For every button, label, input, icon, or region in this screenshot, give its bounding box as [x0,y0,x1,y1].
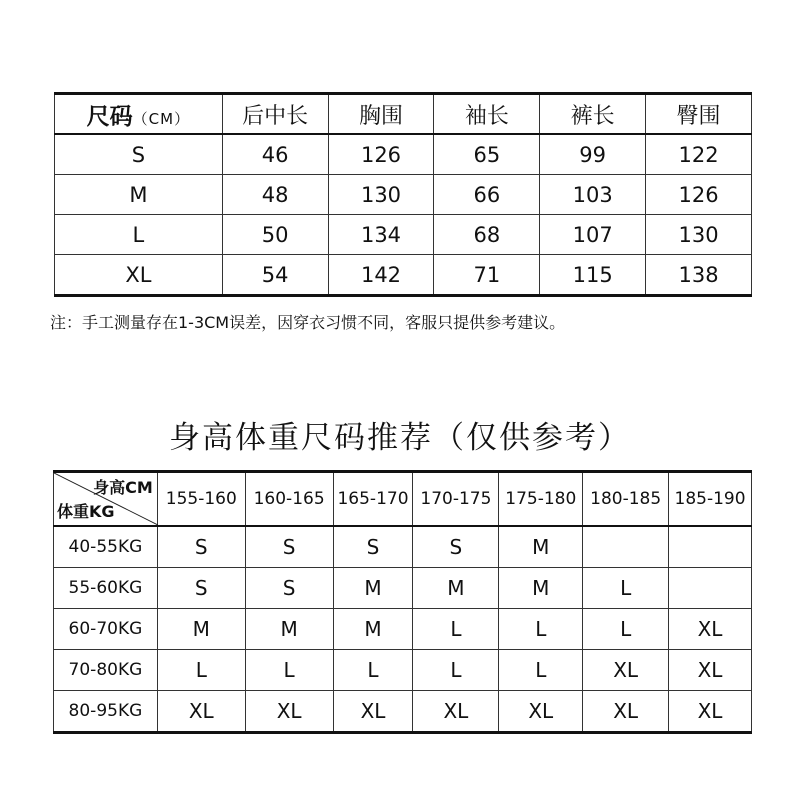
table-row [54,691,752,733]
size-cell: M [333,568,413,609]
table-cell: 48 [222,175,328,215]
corner-header-cell [54,472,158,527]
size-recommendation-table [53,470,752,734]
size-cell: S [157,568,245,609]
table-cell: 54 [222,255,328,296]
size-cell: M [413,568,499,609]
height-axis-label: 身高CM [93,478,153,497]
weight-axis-label: 体重KG [57,502,115,521]
size-cell [583,526,669,568]
table-row [55,134,752,175]
size-cell: XL [669,609,752,650]
column-header: 裤长 [540,94,646,135]
table-cell: 126 [328,134,434,175]
table-cell: 130 [328,175,434,215]
size-cell: XL [669,691,752,733]
table-cell: 68 [434,215,540,255]
table-cell: 99 [540,134,646,175]
size-cell [669,526,752,568]
table-cell: 71 [434,255,540,296]
size-cell: XL [413,691,499,733]
height-header: 175-180 [499,472,583,527]
recommendation-title: 身高体重尺码推荐（仅供参考） [169,420,631,456]
size-label-cell: S [55,134,223,175]
size-chart-header-row [55,94,752,135]
size-cell: L [499,609,583,650]
table-cell: 138 [646,255,752,296]
height-header: 155-160 [157,472,245,527]
table-cell: 107 [540,215,646,255]
size-cell: XL [157,691,245,733]
table-row [54,609,752,650]
height-header: 165-170 [333,472,413,527]
weight-label-cell: 80-95KG [54,691,158,733]
column-header: 袖长 [434,94,540,135]
size-cell: M [499,568,583,609]
column-header: 臀围 [646,94,752,135]
table-cell: 103 [540,175,646,215]
size-cell: S [245,568,333,609]
size-cell: XL [499,691,583,733]
size-cell: L [245,650,333,691]
size-cell: XL [333,691,413,733]
size-cell: S [333,526,413,568]
table-cell: 46 [222,134,328,175]
height-header: 185-190 [669,472,752,527]
table-cell: 122 [646,134,752,175]
size-cell: S [245,526,333,568]
size-cell: L [413,650,499,691]
size-cell: S [413,526,499,568]
table-row [54,526,752,568]
table-cell: 50 [222,215,328,255]
table-cell: 134 [328,215,434,255]
size-cell: L [333,650,413,691]
size-cell: M [333,609,413,650]
size-cell: XL [669,650,752,691]
size-cell: M [245,609,333,650]
height-header-row [54,472,752,527]
table-cell: 142 [328,255,434,296]
height-header: 170-175 [413,472,499,527]
table-cell: 66 [434,175,540,215]
size-header-cell [55,94,223,135]
size-label-cell: M [55,175,223,215]
size-cell: L [583,568,669,609]
table-row [55,255,752,296]
size-label-cell: L [55,215,223,255]
size-cell: S [157,526,245,568]
size-cell: XL [583,691,669,733]
table-cell: 115 [540,255,646,296]
column-header: 胸围 [328,94,434,135]
weight-label-cell: 70-80KG [54,650,158,691]
size-header-unit: （CM） [132,109,191,128]
measurement-note: 注：手工测量存在1-3CM误差，因穿衣习惯不同，客服只提供参考建议。 [50,313,566,332]
table-cell: 65 [434,134,540,175]
weight-label-cell: 60-70KG [54,609,158,650]
table-cell: 126 [646,175,752,215]
table-cell: 130 [646,215,752,255]
size-cell: L [413,609,499,650]
weight-label-cell: 55-60KG [54,568,158,609]
table-row [55,175,752,215]
size-cell: L [157,650,245,691]
table-row [54,568,752,609]
size-header-label: 尺码 [86,103,133,130]
size-cell: L [583,609,669,650]
table-row [54,650,752,691]
table-row [55,215,752,255]
weight-label-cell: 40-55KG [54,526,158,568]
height-header: 180-185 [583,472,669,527]
height-header: 160-165 [245,472,333,527]
size-chart-table [54,92,752,297]
size-cell: XL [245,691,333,733]
size-cell: L [499,650,583,691]
size-label-cell: XL [55,255,223,296]
size-cell [669,568,752,609]
size-cell: M [157,609,245,650]
column-header: 后中长 [222,94,328,135]
size-cell: M [499,526,583,568]
size-cell: XL [583,650,669,691]
